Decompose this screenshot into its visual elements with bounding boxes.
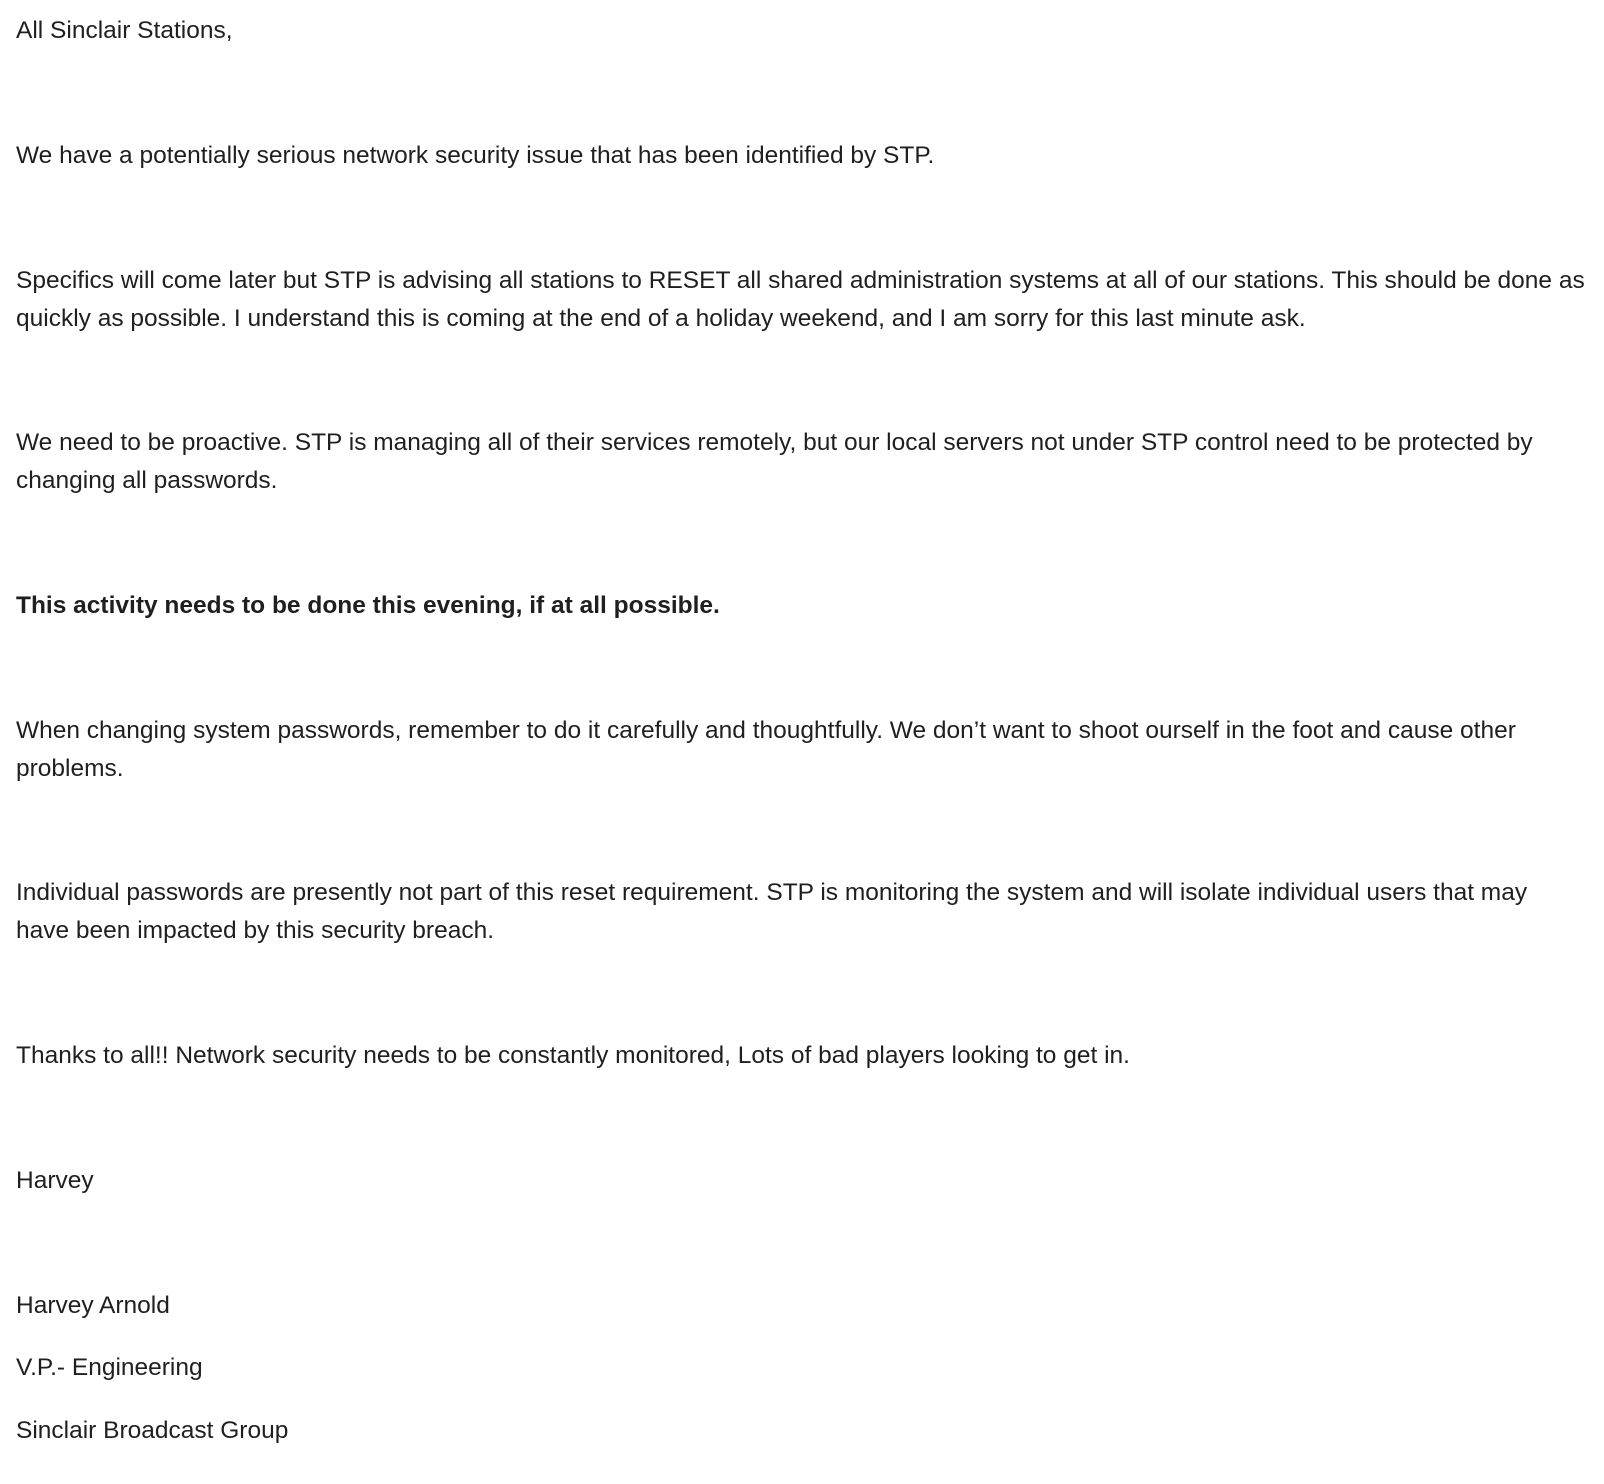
paragraph-thanks: Thanks to all!! Network security needs to be constantly monitored, Lots of bad players looking to get in. [16, 1042, 1130, 1069]
signature-name: Harvey Arnold [16, 1292, 170, 1319]
paragraph-individual-passwords: Individual passwords are presently not part of this reset requirement. STP is monitoring the system and will isolate individual users that may have been impacted by this security breach. [16, 879, 1528, 944]
paragraph-reset-advice: Specifics will come later but STP is advising all stations to RESET all shared administration systems at all of our stations. This should be done as quickly as possible. I understand this is coming at the end of a holiday weekend, and I am sorry for this last minute ask. [16, 267, 1585, 332]
paragraph-proactive: We need to be proactive. STP is managing all of their services remotely, but our local servers not under STP control need to be protected by changing all passwords. [16, 429, 1533, 494]
paragraph-caution: When changing system passwords, remember to do it carefully and thoughtfully. We don’t want to shoot ourself in the foot and cause other problems. [16, 717, 1516, 782]
paragraph-issue: We have a potentially serious network security issue that has been identified by STP. [16, 142, 935, 169]
signature-title: V.P.- Engineering [16, 1354, 203, 1381]
signature-company: Sinclair Broadcast Group [16, 1417, 289, 1444]
paragraph-urgent-note: This activity needs to be done this evening, if at all possible. [16, 592, 720, 619]
greeting: All Sinclair Stations, [16, 17, 233, 44]
signoff: Harvey [16, 1167, 94, 1194]
